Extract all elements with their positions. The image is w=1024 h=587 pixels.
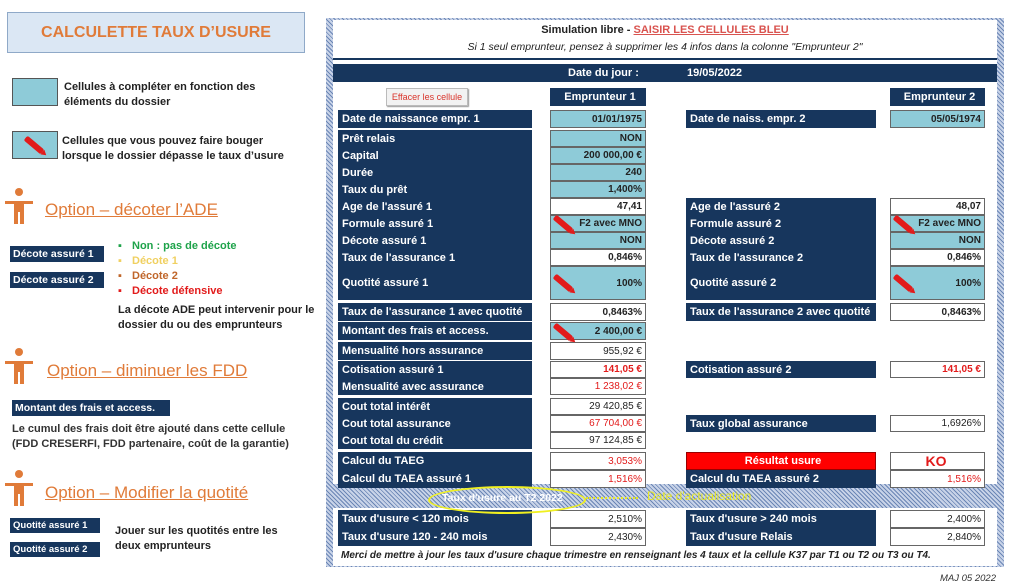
right-row-value: 2,400% <box>890 510 985 528</box>
left-row-label: Prêt relais <box>338 130 532 147</box>
left-row-value[interactable]: 01/01/1975 <box>550 110 646 128</box>
left-row-value[interactable]: NON <box>550 130 646 147</box>
quotite-1-label: Quotité assuré 1 <box>10 518 100 533</box>
bullet-icon: ▪ <box>118 240 122 252</box>
person-icon <box>4 470 34 506</box>
left-row-value[interactable]: 200 000,00 € <box>550 147 646 164</box>
left-row-value[interactable]: F2 avec MNO <box>550 215 646 232</box>
left-row-label: Capital <box>338 147 532 164</box>
decote-option: ▪ Décote 1 <box>118 255 178 267</box>
version-label: MAJ 05 2022 <box>940 573 996 584</box>
footer-note: Merci de mettre à jour les taux d'usure chaque trimestre en renseignant les 4 taux et la cellule K37 par T1 ou T2 ou T3 ou T4. <box>341 550 931 561</box>
date-bar <box>333 64 997 82</box>
decote-2-label: Décote assuré 2 <box>10 272 104 288</box>
left-row-value: 3,053% <box>550 452 646 470</box>
right-row-value: 141,05 € <box>890 361 985 378</box>
decote-1-label: Décote assuré 1 <box>10 246 104 262</box>
left-row-label: Taux d'usure 120 - 240 mois <box>338 528 532 546</box>
annotation-arrow <box>586 497 638 499</box>
left-row-value: 67 704,00 € <box>550 415 646 432</box>
person-icon <box>4 348 34 384</box>
left-row-value: 0,8463% <box>550 303 646 321</box>
left-row-label: Montant des frais et access. <box>338 322 532 340</box>
left-row-value: 0,846% <box>550 249 646 266</box>
left-row-label: Mensualité hors assurance <box>338 342 532 360</box>
person-icon <box>4 188 34 224</box>
header-highlight: SAISIR LES CELLULES BLEU <box>633 24 789 36</box>
left-row-label: Cout total intérêt <box>338 398 532 415</box>
left-row-label: Taux de l'assurance 1 <box>338 249 532 266</box>
right-row-label: Taux de l'assurance 2 <box>686 249 876 266</box>
left-row-value: 47,41 <box>550 198 646 215</box>
right-row-label: Cotisation assuré 2 <box>686 361 876 378</box>
left-row-value: 97 124,85 € <box>550 432 646 449</box>
pencil-icon <box>24 136 45 155</box>
right-row-label: Date de naiss. empr. 2 <box>686 110 876 128</box>
date-label: Date du jour : <box>568 67 639 79</box>
left-row-label: Calcul du TAEG <box>338 452 532 470</box>
left-row-label: Taux d'usure < 120 mois <box>338 510 532 528</box>
left-row-value: 1 238,02 € <box>550 378 646 395</box>
legend-fill-text: Cellules à compléter en fonction des éléments du dossier <box>64 81 256 108</box>
left-row-label: Durée <box>338 164 532 181</box>
option-fdd-title: Option – diminuer les FDD <box>47 361 248 380</box>
left-row-value: 141,05 € <box>550 361 646 378</box>
right-row-label: Taux de l'assurance 2 avec quotité <box>686 303 876 321</box>
right-row-label: Calcul du TAEA assuré 2 <box>686 470 876 488</box>
right-row-label: Formule assuré 2 <box>686 215 876 232</box>
right-row-value: 0,846% <box>890 249 985 266</box>
emprunteur-2-header: Emprunteur 2 <box>890 88 985 106</box>
left-row-label: Cout total assurance <box>338 415 532 432</box>
left-row-value: 1,516% <box>550 470 646 488</box>
emprunteur-1-header: Emprunteur 1 <box>550 88 646 106</box>
right-row-label: Age de l'assuré 2 <box>686 198 876 215</box>
right-row-label: Taux d'usure > 240 mois <box>686 510 876 528</box>
decote-options-list <box>118 239 237 299</box>
fill-cell-swatch <box>12 78 58 106</box>
left-row-label: Age de l'assuré 1 <box>338 198 532 215</box>
usure-band-label: Taux d'usure au T2 2022 <box>442 492 563 504</box>
left-row-label: Taux de l'assurance 1 avec quotité <box>338 303 532 321</box>
quotite-note: Jouer sur les quotités entre les deux emprunteurs <box>115 525 278 552</box>
left-row-value: 29 420,85 € <box>550 398 646 415</box>
left-row-label: Décote assuré 1 <box>338 232 532 249</box>
right-row-value[interactable]: 05/05/1974 <box>890 110 985 128</box>
option-ade-title: Option – décoter l’ADE <box>45 200 218 219</box>
decote-option: ▪ Non : pas de décote <box>118 240 237 252</box>
usure-result-value: KO <box>890 452 985 470</box>
frais-label: Montant des frais et access. <box>12 400 170 416</box>
decote-option: ▪ Décote 2 <box>118 270 178 282</box>
left-row-value[interactable]: 100% <box>550 266 646 300</box>
left-row-value: 955,92 € <box>550 342 646 360</box>
right-row-value: 1,516% <box>890 470 985 488</box>
left-row-value: 2,430% <box>550 528 646 546</box>
left-row-label: Quotité assuré 1 <box>338 266 532 300</box>
left-row-value[interactable]: 240 <box>550 164 646 181</box>
left-row-label: Cotisation assuré 1 <box>338 361 532 378</box>
annotation-text: Date d'actualisation <box>647 489 752 503</box>
right-row-label: Quotité assuré 2 <box>686 266 876 300</box>
right-row-value[interactable]: 100% <box>890 266 985 300</box>
fdd-note: Le cumul des frais doit être ajouté dans cette cellule (FDD CRESERFI, FDD partenaire, coût de la garantie) <box>12 423 289 450</box>
left-row-label: Formule assuré 1 <box>338 215 532 232</box>
left-row-value[interactable]: 1,400% <box>550 181 646 198</box>
left-row-value[interactable]: 2 400,00 € <box>550 322 646 340</box>
right-row-value[interactable]: NON <box>890 232 985 249</box>
right-row-label: Décote assuré 2 <box>686 232 876 249</box>
left-row-value[interactable]: NON <box>550 232 646 249</box>
right-row-value: 48,07 <box>890 198 985 215</box>
sheet-subheader: Si 1 seul emprunteur, pensez à supprimer les 4 infos dans la colonne "Emprunteur 2" <box>467 41 863 53</box>
legend-move-text: Cellules que vous pouvez faire bouger lorsque le dossier dépasse le taux d’usure <box>62 135 284 162</box>
quotite-2-label: Quotité assuré 2 <box>10 542 100 557</box>
right-row-label: Taux d'usure Relais <box>686 528 876 546</box>
left-row-label: Cout total du crédit <box>338 432 532 449</box>
right-row-value: 1,6926% <box>890 415 985 432</box>
left-row-label: Calcul du TAEA assuré 1 <box>338 470 532 488</box>
option-quotite-title: Option – Modifier la quotité <box>45 483 249 502</box>
movable-cell-swatch <box>12 131 58 159</box>
right-row-label: Résultat usure <box>686 452 876 470</box>
bullet-icon: ▪ <box>118 270 122 282</box>
bullet-icon: ▪ <box>118 285 122 297</box>
right-row-label: Taux global assurance <box>686 415 876 432</box>
bullet-icon: ▪ <box>118 255 122 267</box>
divider <box>333 58 997 60</box>
left-row-label: Taux du prêt <box>338 181 532 198</box>
calculator-title: CALCULETTE TAUX D’USURE <box>7 12 305 53</box>
left-row-label: Mensualité avec assurance <box>338 378 532 395</box>
date-value: 19/05/2022 <box>687 67 743 79</box>
left-row-value: 2,510% <box>550 510 646 528</box>
sheet-header <box>333 24 997 36</box>
right-row-value: 0,8463% <box>890 303 985 321</box>
right-row-value: 2,840% <box>890 528 985 546</box>
header-prefix: Simulation libre - <box>541 24 634 36</box>
clear-cells-button[interactable]: Effacer les cellule <box>386 88 468 106</box>
decote-option: ▪ Décote défensive <box>118 285 223 297</box>
decote-note: La décote ADE peut intervenir pour le dossier du ou des emprunteurs <box>118 304 315 331</box>
left-row-label: Date de naissance empr. 1 <box>338 110 532 128</box>
right-row-value[interactable]: F2 avec MNO <box>890 215 985 232</box>
